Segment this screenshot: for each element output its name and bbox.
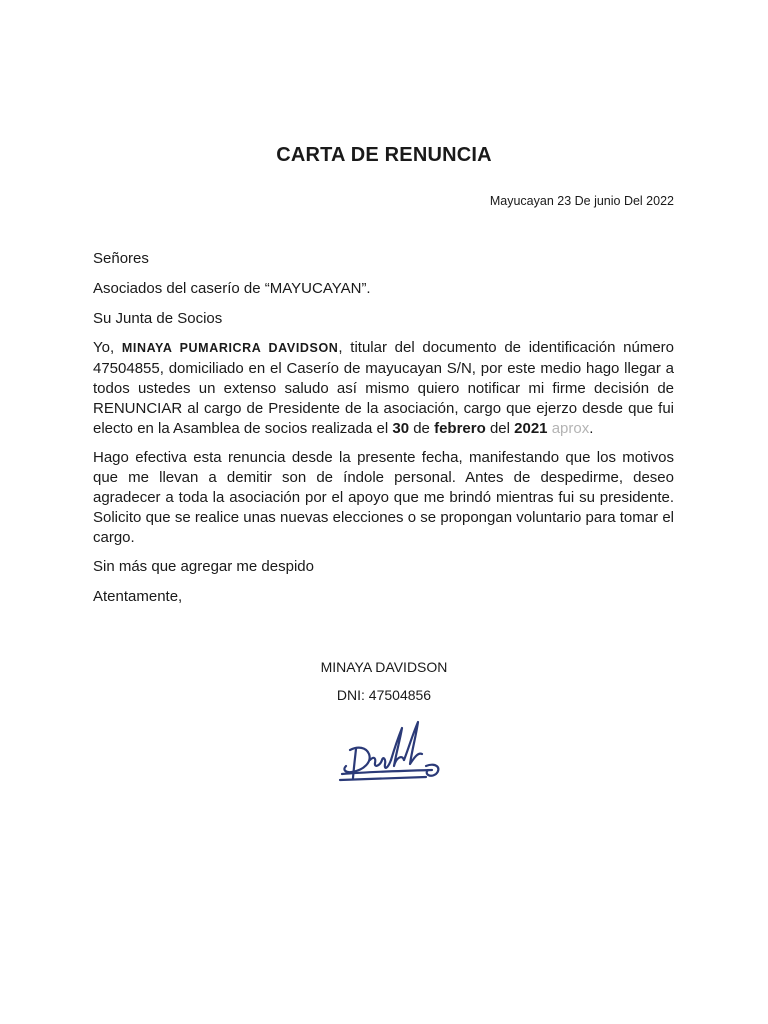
full-name: MINAYA PUMARICRA DAVIDSON — [121, 341, 339, 356]
paragraph-declaration — [93, 338, 674, 438]
signer-dni: DNI: 47504856 — [336, 687, 432, 703]
signer-name: MINAYA DAVIDSON — [320, 659, 448, 675]
handwritten-signature — [336, 716, 446, 786]
salutation: Señores — [93, 250, 149, 267]
board-line: Su Junta de Socios — [93, 309, 223, 327]
election-year: 2021 — [514, 419, 548, 437]
letter-body — [93, 249, 674, 617]
addressee: Asociados del caserío de “MAYUCAYAN”. — [93, 279, 371, 297]
word-de: de — [413, 419, 430, 437]
declaration-text: , titular del documento de identificación número 47504855, domiciliado en el Caserío de mayucayan S/N, por este medio hago llegar a todos ustedes un extenso saludo así mismo quiero notificar mi firme decisión de RENUNCIAR al cargo de Presidente de la asociación, cargo que ejerzo desde que fui electo en la Asamblea de socios realizada el — [93, 339, 674, 437]
election-month: febrero — [434, 419, 486, 437]
letter-date: Mayucayan 23 De junio Del 2022 — [489, 194, 674, 208]
paragraph-effective: Hago efectiva esta renuncia desde la presente fecha, manifestando que los motivos que me llevan a demitir son de índole personal. Antes de despedirme, deseo agradecer a toda la asociación por el apoyo que me brindó mientras fui su presidente. Solicito que se realice unas nuevas elecciones o se propongan voluntario para tomar el cargo. — [93, 449, 674, 546]
aprox-note: aprox — [551, 419, 590, 437]
election-day: 30 — [392, 419, 410, 437]
closing: Atentamente, — [93, 588, 183, 606]
period: . — [589, 419, 594, 437]
closing-line: Sin más que agregar me despido — [93, 558, 314, 576]
word-del: del — [489, 419, 510, 437]
letter-title: CARTA DE RENUNCIA — [276, 144, 492, 166]
intro-word: Yo, — [93, 339, 115, 357]
